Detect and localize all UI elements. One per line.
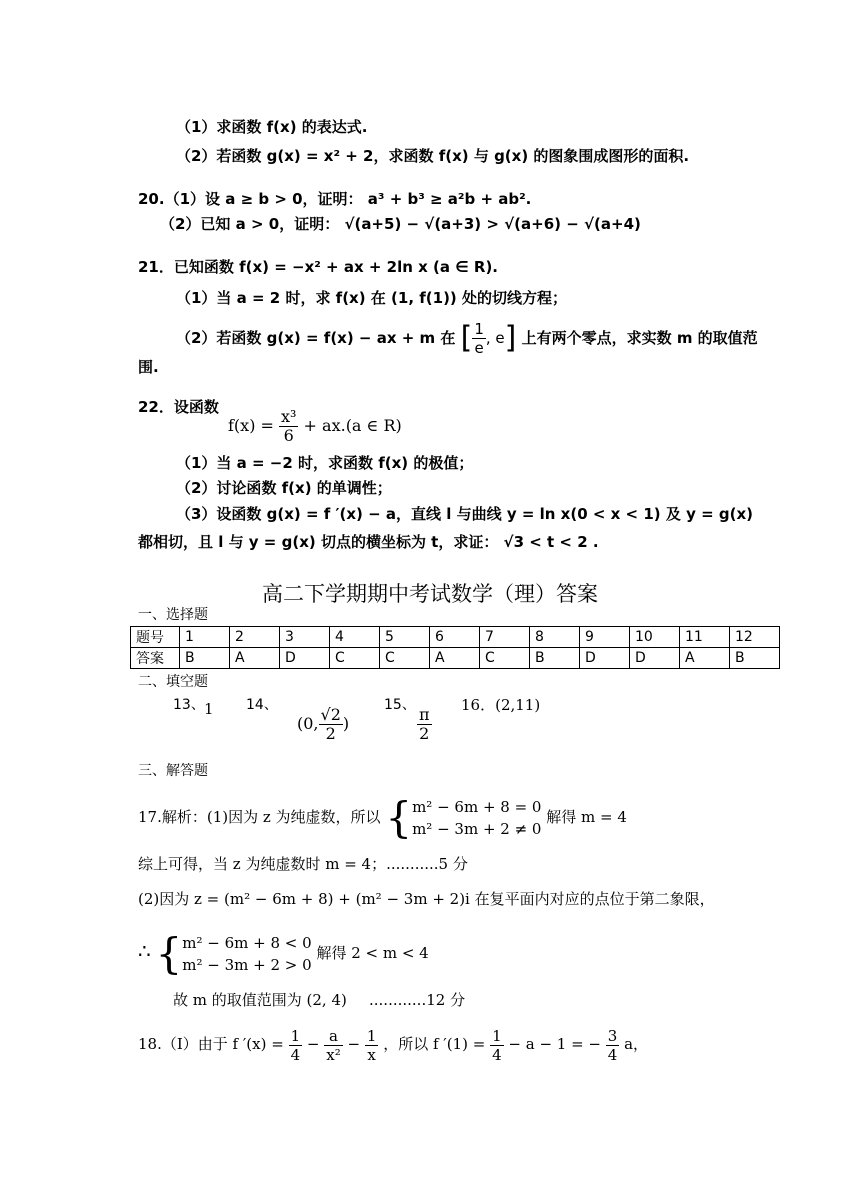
sol18-frac3 — [365, 1027, 379, 1064]
section-fill: 二、填空题 — [138, 674, 208, 690]
table-cell: 4 — [330, 627, 380, 648]
frac-num: a — [324, 1027, 342, 1046]
q21-part1: （1）当 a = 2 时，求 f(x) 在 (1, f(1)) 处的切线方程； — [176, 289, 567, 307]
sol17-system2 — [182, 932, 311, 976]
frac-num: 1 — [290, 1026, 301, 1045]
bracket-right: ] — [504, 320, 517, 356]
table-cell: 10 — [630, 627, 680, 648]
table-cell: A — [430, 648, 480, 669]
sol17-intro: 17.解析：(1)因为 z 为纯虚数，所以 — [138, 808, 381, 826]
q15-answer — [417, 700, 432, 748]
brace-icon: { — [155, 929, 183, 978]
q19-part2: （2）若函数 g(x) = x² + 2，求函数 f(x) 与 g(x) 的图象围成图形的面积. — [176, 147, 690, 165]
q21-interval-end: , e — [485, 329, 505, 347]
q21-part2-text-b: 上有两个零点，求实数 m 的取值范 — [521, 329, 758, 347]
bracket-left: [ — [460, 320, 473, 356]
q21-stem: 21．已知函数 f(x) = −x² + ax + 2ln x (a ∈ R). — [138, 258, 499, 276]
table-cell: 1 — [180, 627, 230, 648]
table-cell: 6 — [430, 627, 480, 648]
table-cell: D — [580, 648, 630, 669]
table-cell: 9 — [580, 627, 630, 648]
frac-num: 1 — [366, 1026, 377, 1045]
table-cell: C — [480, 648, 530, 669]
table-cell: C — [330, 648, 380, 669]
table-cell: 7 — [480, 627, 530, 648]
q22-formula-lhs: f(x) = — [228, 416, 274, 435]
table-cell: 5 — [380, 627, 430, 648]
sol17-result2: 解得 2 < m < 4 — [316, 944, 429, 962]
minus-sign: − — [306, 1035, 320, 1053]
table-header-cell: 答案 — [131, 648, 180, 669]
table-row-answers — [131, 648, 780, 669]
minus-sign: − — [347, 1035, 361, 1053]
q21-frac-num: 1 — [474, 320, 484, 338]
q22-frac-num: x³ — [281, 407, 297, 426]
sol17-ineq1: m² − 6m + 8 < 0 — [182, 934, 312, 952]
section-choice: 一、选择题 — [138, 607, 208, 623]
sol18-frac1 — [289, 1027, 303, 1064]
q22-formula — [228, 402, 402, 450]
frac-num: 3 — [607, 1026, 618, 1045]
sol18-text-b: ，所以 f ′(1) = — [383, 1035, 486, 1053]
q21-part2-cont: 围. — [138, 358, 159, 376]
frac-den: 4 — [290, 1045, 301, 1064]
table-cell: D — [280, 648, 330, 669]
sol17-ineq2: m² − 3m + 2 > 0 — [182, 956, 312, 974]
table-cell: C — [380, 648, 430, 669]
sol18-text-c: − a − 1 = − — [508, 1035, 601, 1053]
brace-icon: { — [385, 793, 413, 842]
q16-answer: 16．(2,11) — [461, 696, 541, 714]
sol17-result1: 解得 m = 4 — [546, 808, 627, 826]
table-cell: 11 — [680, 627, 730, 648]
q14-answer — [297, 700, 349, 748]
table-row-numbers — [131, 627, 780, 648]
q14-label: 14、 — [246, 697, 278, 713]
sol18-line — [138, 1020, 648, 1068]
sol17-part2 — [138, 926, 429, 976]
frac-den: 4 — [492, 1045, 502, 1064]
q15-frac-den: 2 — [419, 724, 430, 743]
q22-part3: （3）设函数 g(x) = f ′(x) − a，直线 l 与曲线 y = ln x(0 < x < 1) 及 y = g(x) — [176, 505, 753, 523]
therefore-icon: ∴ — [138, 939, 151, 963]
sol18-frac5 — [606, 1027, 620, 1064]
sol17-line2: 综上可得，当 z 为纯虚数时 m = 4；...........5 分 — [138, 855, 468, 873]
q22-frac-den: 6 — [283, 426, 294, 445]
section-solution: 三、解答题 — [138, 763, 208, 779]
sol18-text-d: a， — [624, 1035, 649, 1053]
q22-formula-rhs: + ax.(a ∈ R) — [303, 416, 402, 435]
frac-num: 1 — [492, 1026, 502, 1045]
q22-stem: 22．设函数 — [138, 398, 219, 416]
sol17-part1 — [138, 792, 627, 842]
sol18-frac4 — [490, 1027, 504, 1064]
table-cell: D — [630, 648, 680, 669]
q14-frac-den: 2 — [325, 724, 336, 743]
q14-frac-num: √2 — [320, 705, 341, 724]
sol18-frac2 — [324, 1027, 342, 1064]
table-cell: B — [730, 648, 780, 669]
q21-part2-text-a: （2）若函数 g(x) = f(x) − ax + m 在 — [176, 329, 456, 347]
q13-label: 13、 — [173, 697, 205, 713]
table-cell: B — [180, 648, 230, 669]
q21-part2 — [176, 316, 758, 360]
q14-open: (0, — [297, 714, 319, 733]
sol17-conclusion: 故 m 的取值范围为 (2, 4) — [173, 991, 347, 1009]
q22-part2: （2）讨论函数 f(x) 的单调性； — [176, 479, 392, 497]
table-cell: 12 — [730, 627, 780, 648]
table-cell: 3 — [280, 627, 330, 648]
q21-frac-den: e — [474, 339, 484, 357]
table-cell: B — [530, 648, 580, 669]
frac-den: x — [367, 1045, 376, 1064]
q21-fraction — [472, 320, 486, 357]
q20-part1: 20.（1）设 a ≥ b > 0，证明： a³ + b³ ≥ a²b + ab². — [138, 190, 532, 208]
q14-fraction — [319, 706, 343, 743]
sol17-line3: (2)因为 z = (m² − 6m + 8) + (m² − 3m + 2)i 在复平面内对应的点位于第二象限， — [138, 890, 715, 908]
q22-formula-frac — [279, 408, 298, 445]
q15-fraction — [417, 706, 432, 743]
table-header-cell: 题号 — [131, 627, 180, 648]
sol17-eq1: m² − 6m + 8 = 0 — [412, 798, 542, 816]
table-cell: A — [230, 648, 280, 669]
q22-part1: （1）当 a = −2 时，求函数 f(x) 的极值； — [176, 454, 474, 472]
answer-title: 高二下学期期中考试数学（理）答案 — [262, 582, 598, 606]
sol17-system1 — [412, 796, 541, 840]
answer-table — [130, 626, 780, 669]
sol18-text-a: 18.（I）由于 f ′(x) = — [138, 1035, 284, 1053]
q19-part1: （1）求函数 f(x) 的表达式. — [176, 118, 368, 136]
q14-close: ) — [342, 714, 350, 733]
q15-label: 15、 — [384, 697, 416, 713]
table-cell: 2 — [230, 627, 280, 648]
q15-frac-num: π — [419, 705, 430, 724]
sol17-points: ............12 分 — [369, 991, 466, 1009]
sol17-eq2: m² − 3m + 2 ≠ 0 — [412, 820, 542, 838]
table-cell: 8 — [530, 627, 580, 648]
q22-part4: 都相切，且 l 与 y = g(x) 切点的横坐标为 t，求证： √3 < t < 2 . — [138, 533, 599, 551]
table-cell: A — [680, 648, 730, 669]
frac-den: x² — [326, 1045, 341, 1064]
q20-part2: （2）已知 a > 0，证明： √(a+5) − √(a+3) > √(a+6) − √(a+4) — [160, 215, 641, 233]
frac-den: 4 — [607, 1045, 618, 1064]
q13-answer: 1 — [204, 700, 214, 718]
